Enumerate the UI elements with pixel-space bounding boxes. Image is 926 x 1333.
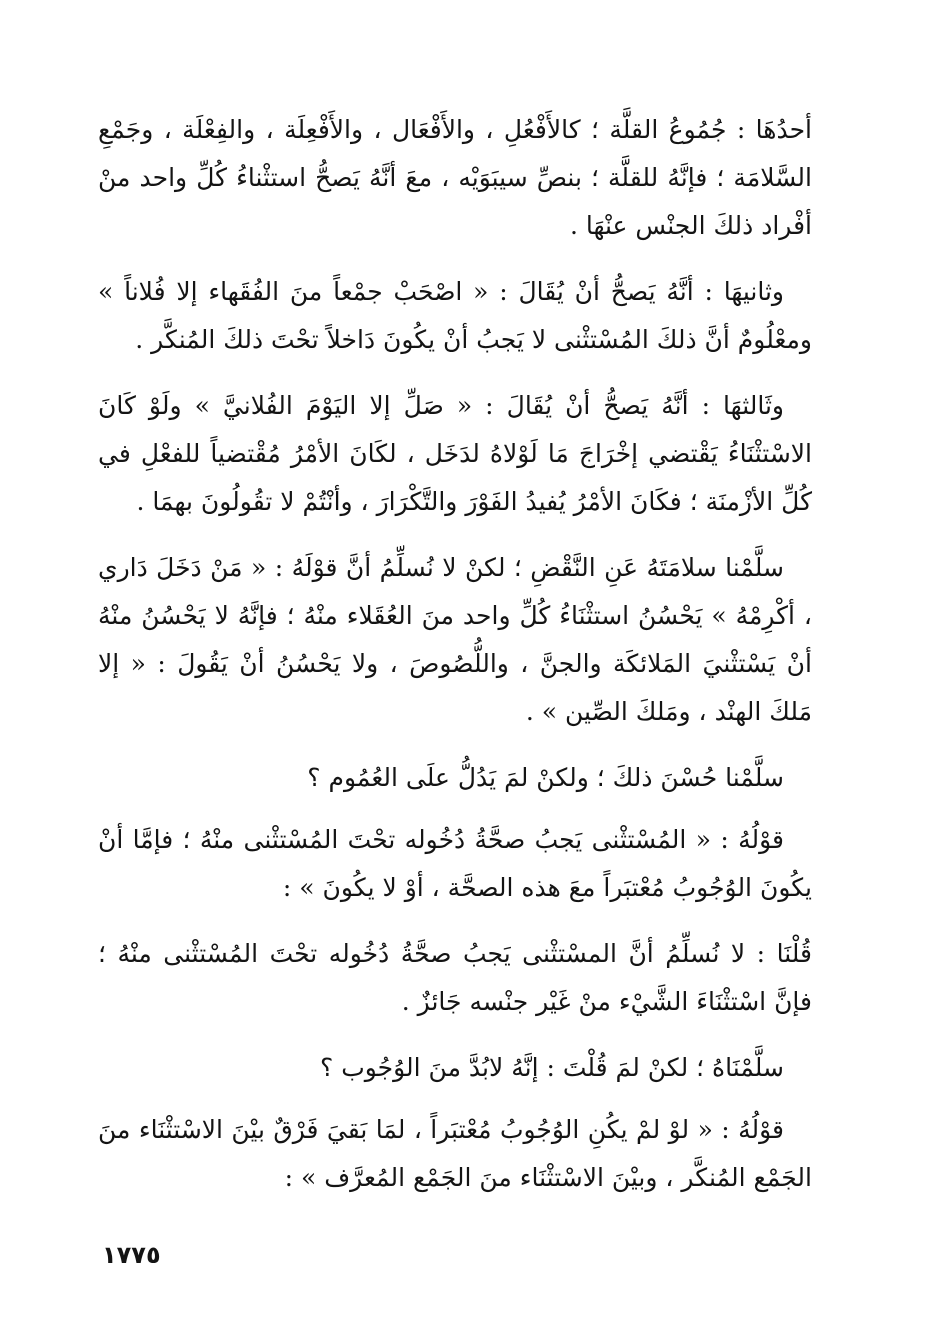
paragraph-9: قوْلُهُ : « لوْ لمْ يكُنِ الوُجُوبُ مُعْتبَراً ، لمَا بَقيَ فَرْقٌ بيْنَ الاسْتثْنَاء منَ الجَمْع المُنكَّر ، وبيْنَ الاسْتثْنَاء منَ الجَمْع المُعرَّف » : <box>98 1115 812 1192</box>
paragraph-4: سلَّمْنا سلامَتَهُ عَنِ النَّقْضِ ؛ لكنْ لا نُسلِّمُ أنَّ قوْلَهُ : « مَنْ دَخَلَ دَاري ، أكْرِمْهُ » يَحْسُنُ استثْنَاءُ كُلِّ واحد منَ العُقَلاء منْهُ ؛ فإنَّهُ لا يَحْسُنُ منْهُ أنْ يَسْتثْنيَ المَلائكَة والجنَّ ، واللُّصُوصَ ، ولا يَحْسُنُ أنْ يَقُولَ : « إلا مَلكَ الهنْد ، ومَلكَ الصِّين » . <box>98 553 812 726</box>
paragraph-3: وثَالثهَا : أنَّهُ يَصحُّ أنْ يُقَالَ : « صَلِّ إلا اليَوْمَ الفُلانيَّ » ولَوْ كَانَ الاسْتثْنَاءُ يَقْتضي إخْرَاجَ مَا لَوْلاهُ لدَخَل ، لكَانَ الأمْرُ مُقْتضياً للفعْلِ في كُلِّ الأزْمنَة ؛ فكَانَ الأمْرُ يُفيدُ الفَوْرَ والتَّكْرَارَ ، وأنْتُمْ لا تقُولُونَ بهمَا . <box>98 391 812 516</box>
paragraph-5: سلَّمْنا حُسْنَ ذلكَ ؛ ولكنْ لمَ يَدُلُّ علَى العُمُوم ؟ <box>307 763 784 792</box>
body-text <box>98 106 812 1220</box>
page-number: ١٧٧٥ <box>102 1241 161 1269</box>
paragraph-8: سلَّمْنَاهُ ؛ لكنْ لمَ قُلْتَ : إنَّهُ لابُدَّ منَ الوُجُوب ؟ <box>320 1053 784 1082</box>
paragraph-1: أحدُهَا : جُمُوعُ القلَّة ؛ كالأَفْعُلِ ، والأَفْعَال ، والأَفْعِلَة ، والفِعْلَة ، وجَمْعِ السَّلامَة ؛ فإنَّهُ للقلَّة ؛ بنصِّ سيبَوَيْه ، معَ أنَّهُ يَصحُّ استثْناءُ كُلِّ واحد منْ أفْراد ذلكَ الجنْس عنْهَا . <box>98 115 812 240</box>
paragraph-2: وثانيهَا : أنَّهُ يَصحُّ أنْ يُقَالَ : « اصْحَبْ جمْعاً منَ الفُقَهاء إلا فُلاناً » ومعْلُومٌ أنَّ ذلكَ المُسْتثْنى لا يَجبُ أنْ يكُونَ دَاخلاً تحْتَ ذلكَ المُنكَّر . <box>98 277 812 354</box>
paragraph-6: قوْلُهُ : « المُسْتثْنى يَجبُ صحَّةُ دُخُوله تحْتَ المُسْتثْنى منْهُ ؛ فإمَّا أنْ يكُونَ الوُجُوبُ مُعْتبَراً معَ هذه الصحَّة ، أوْ لا يكُونَ » : <box>98 825 812 902</box>
paragraph-7: قُلْنَا : لا نُسلِّمُ أنَّ المسْتثْنى يَجبُ صحَّةُ دُخُوله تحْتَ المُسْتثْنى منْهُ ؛ فإنَّ اسْتثْنَاءَ الشَّيْء منْ غَيْر جنْسه جَائزٌ . <box>98 939 812 1016</box>
